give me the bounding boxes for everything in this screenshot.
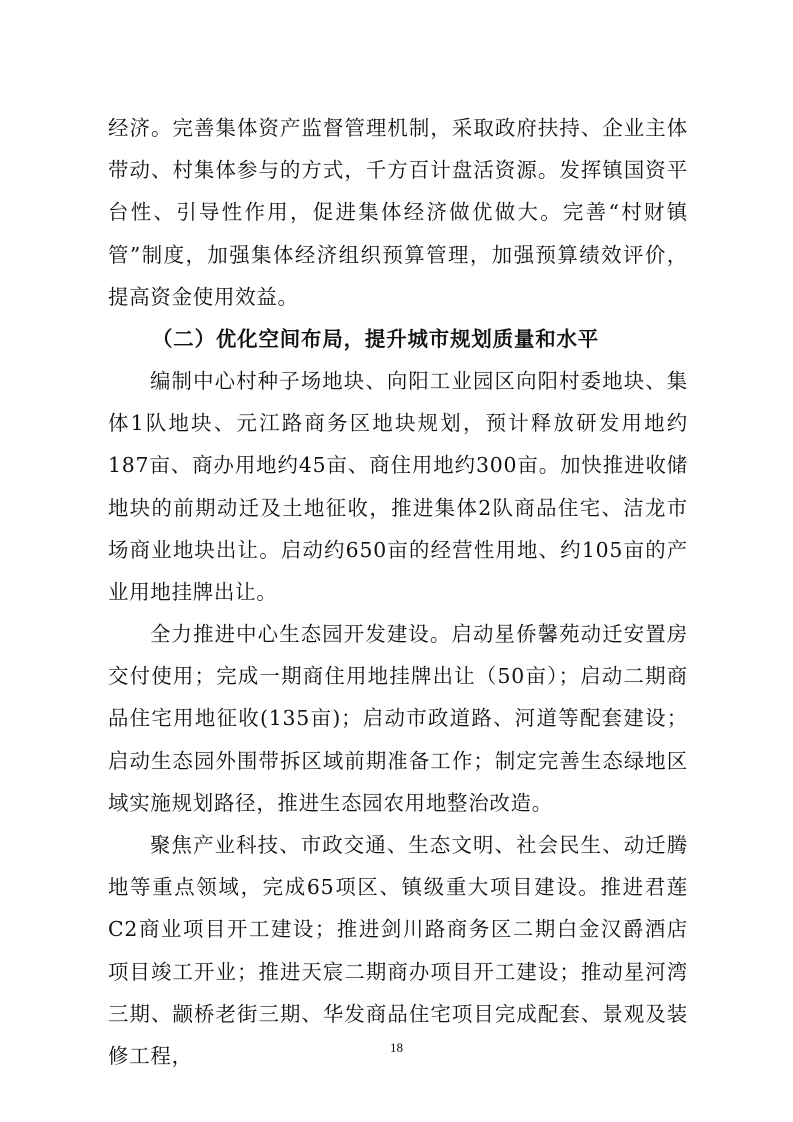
paragraph-key-projects: 聚焦产业科技、市政交通、生态文明、社会民生、动迁腾地等重点领域，完成65项区、镇级重大项目建设。推进君莲C2商业项目开工建设；推进剑川路商务区二期白金汉爵酒店项目竣工开业；推进天宸二期商办项目开工建设；推动星河湾三期、颛桥老街三期、华发商品住宅项目完成配套、景观及装修工程， xyxy=(108,833,688,1069)
section-heading: （二）优化空间布局，提升城市规划质量和水平 xyxy=(152,327,600,351)
paragraph-collective-economy: 经济。完善集体资产监督管理机制，采取政府扶持、企业主体带动、村集体参与的方式，千方百计盘活资源。发挥镇国资平台性、引导性作用，促进集体经济做优做大。完善“村财镇管”制度，加强集体经济组织预算管理，加强预算绩效评价，提高资金使用效益。 xyxy=(108,116,688,309)
paragraph-land-planning: 编制中心村种子场地块、向阳工业园区向阳村委地块、集体1队地块、元江路商务区地块规划，预计释放研发用地约187亩、商办用地约45亩、商住用地约300亩。加快推进收储地块的前期动迁及土地征收，推进集体2队商品住宅、洁龙市场商业地块出让。启动约650亩的经营性用地、约105亩的产业用地挂牌出让。 xyxy=(108,369,688,605)
page-number: 18 xyxy=(390,1040,403,1055)
paragraph-ecological-park: 全力推进中心生态园开发建设。启动星侨馨苑动迁安置房交付使用；完成一期商住用地挂牌出让（50亩）；启动二期商品住宅用地征收(135亩)；启动市政道路、河道等配套建设；启动生态园外围带拆区域前期准备工作；制定完善生态绿地区域实施规划路径，推进生态园农用地整治改造。 xyxy=(108,622,688,815)
